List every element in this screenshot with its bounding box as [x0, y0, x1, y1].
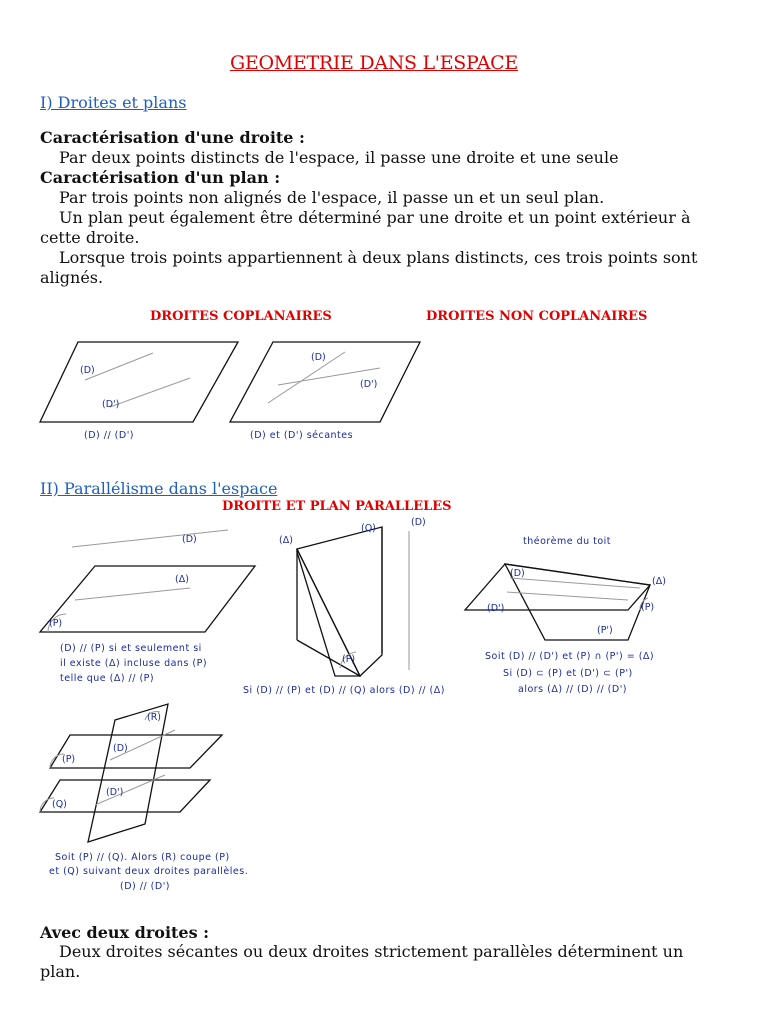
fig3-label-delta: (Δ): [175, 574, 189, 585]
fig1-caption: (D) // (D'): [84, 430, 135, 441]
fig6-caption-3: (D) // (D'): [120, 881, 171, 892]
fig4-label-p: (P): [342, 654, 356, 665]
fig4-plane-q: [297, 527, 382, 676]
plan-line-3a: Lorsque trois points appartiennent à deux plans distincts, ces trois points sont: [59, 248, 698, 267]
fig6-plane-p: [50, 735, 222, 768]
fig2-caption: (D) et (D') sécantes: [250, 430, 354, 441]
fig2-label-dp: (D'): [360, 379, 378, 390]
fig1-label-d: (D): [80, 365, 95, 376]
fig5-line-dp: [507, 592, 628, 600]
section-heading-parallelisme: II) Parallélisme dans l'espace: [40, 479, 278, 498]
fig5-label-pp: (P'): [597, 625, 613, 636]
fig6-label-r: (R): [147, 712, 162, 723]
fig5-caption-3: alors (Δ) // (D) // (D'): [518, 684, 628, 695]
fig5-caption-2: Si (D) ⊂ (P) et (D') ⊂ (P'): [503, 668, 633, 679]
fig3-line-delta: [75, 588, 190, 600]
plan-heading: Caractérisation d'un plan :: [40, 168, 281, 187]
fig6-label-q: (Q): [52, 799, 67, 810]
fig2-label-d: (D): [311, 352, 326, 363]
fig3-line-d: [72, 530, 228, 547]
fig4-label-d: (D): [411, 517, 426, 528]
fig5-label-dp: (D'): [487, 603, 505, 614]
fig1-label-dp: (D'): [102, 399, 120, 410]
fig6-caption-2: et (Q) suivant deux droites parallèles.: [49, 866, 249, 877]
fig5-plane-pp: [505, 564, 650, 640]
fig1-line-d: [85, 353, 153, 380]
fig4-label-delta: (Δ): [279, 535, 293, 546]
fig3-plane: [40, 566, 255, 632]
deux-droites-line-2: plan.: [40, 962, 81, 981]
fig3-caption-2: il existe (Δ) incluse dans (P): [60, 658, 208, 669]
fig4-caption: Si (D) // (P) et (D) // (Q) alors (D) // (Δ): [243, 685, 445, 696]
fig5-label-delta: (Δ): [652, 576, 666, 587]
fig6-label-d: (D): [113, 743, 128, 754]
deux-droites-line-1: Deux droites sécantes ou deux droites strictement parallèles déterminent un: [59, 942, 684, 961]
non-coplanaires-heading: DROITES NON COPLANAIRES: [426, 309, 648, 324]
fig5-label-d: (D): [510, 568, 525, 579]
fig5-title: théorème du toit: [523, 536, 612, 547]
droite-plan-paralleles-heading: DROITE ET PLAN PARALLELES: [222, 499, 452, 514]
fig6-plane-r: [88, 704, 168, 842]
fig3-label-p: (P): [49, 618, 63, 629]
section-heading-droites-plans: I) Droites et plans: [40, 93, 187, 112]
coplanaires-heading: DROITES COPLANAIRES: [150, 309, 332, 324]
deux-droites-heading: Avec deux droites :: [40, 923, 210, 942]
fig5-label-p: (P): [641, 602, 655, 613]
fig3-caption-3: telle que (Δ) // (P): [60, 673, 155, 684]
plan-line-1: Par trois points non alignés de l'espace, il passe un et un seul plan.: [59, 188, 605, 207]
plan-line-2a: Un plan peut également être déterminé par une droite et un point extérieur à: [59, 208, 691, 227]
fig6-label-p: (P): [62, 754, 76, 765]
plan-line-2b: cette droite.: [40, 228, 140, 247]
droite-heading: Caractérisation d'une droite :: [40, 128, 305, 147]
page-title: GEOMETRIE DANS L'ESPACE: [230, 52, 518, 74]
fig5-caption-1: Soit (D) // (D') et (P) ∩ (P') = (Δ): [485, 651, 655, 662]
fig1-line-dp: [110, 378, 190, 407]
fig6-label-dp: (D'): [106, 787, 124, 798]
fig5-line-d: [510, 578, 640, 588]
fig2-line-dp: [268, 352, 345, 403]
fig3-caption-1: (D) // (P) si et seulement si: [60, 643, 202, 654]
fig3-label-d: (D): [182, 534, 197, 545]
fig6-caption-1: Soit (P) // (Q). Alors (R) coupe (P): [55, 852, 230, 863]
plan-line-3b: alignés.: [40, 268, 104, 287]
fig4-label-q: (Q): [361, 523, 376, 534]
fig1-plane: [40, 342, 238, 422]
droite-text: Par deux points distincts de l'espace, il passe une droite et une seule: [59, 148, 619, 167]
